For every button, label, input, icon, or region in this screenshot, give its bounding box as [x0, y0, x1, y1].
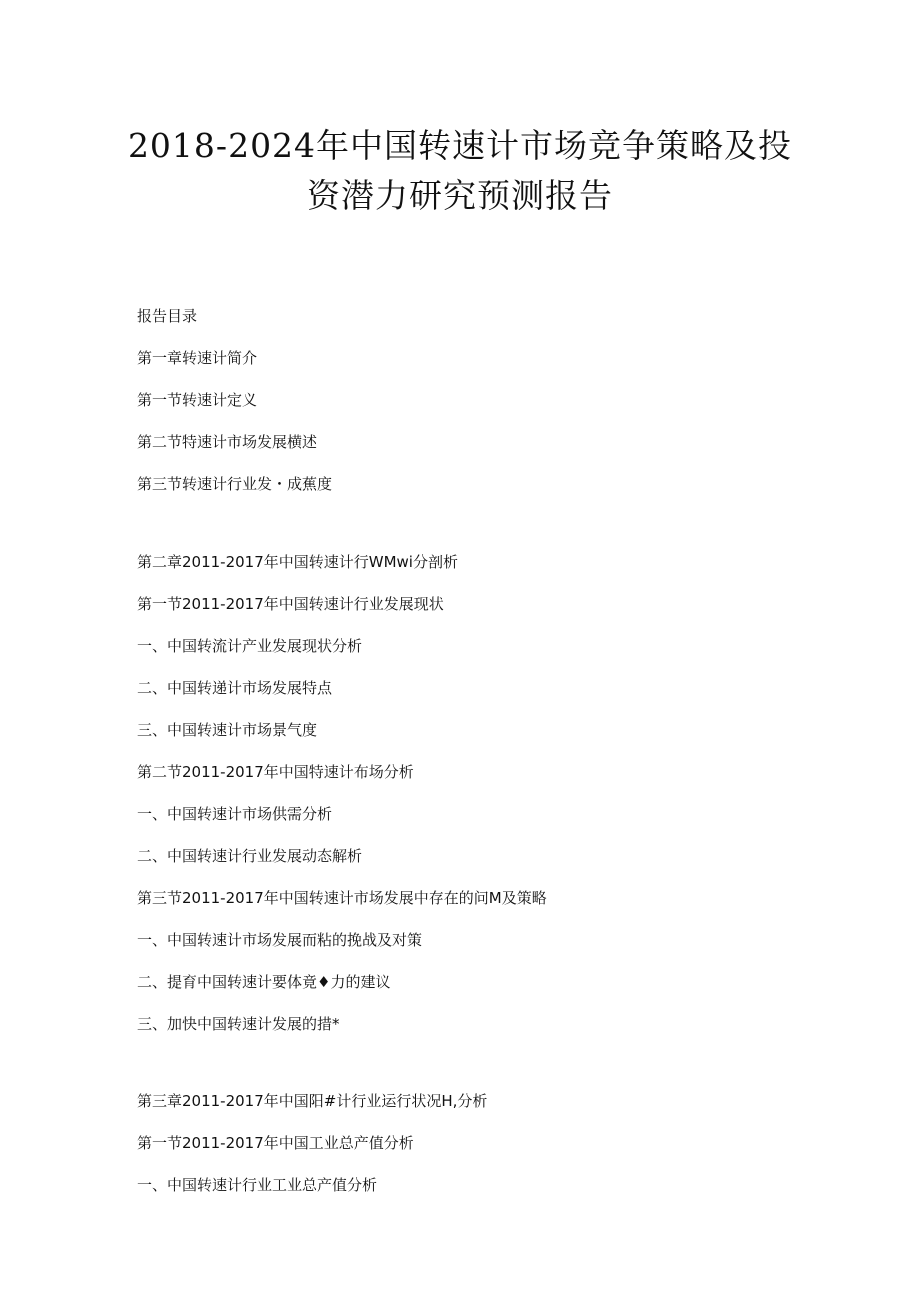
toc-entry: 三、加快中国转速计发展的措*: [137, 1015, 340, 1033]
toc-entry: 二、中国转速计行业发展动态解析: [137, 847, 363, 865]
toc-chapter-2: 第二章2011-2017年中国转速计行WMwi分剖析: [137, 553, 458, 571]
toc-entry: 二、中国转递计市场发展特点: [137, 679, 333, 697]
toc-entry: 第三节2011-2017年中国转速计市场发展中存在的问M及策略: [137, 889, 547, 907]
toc-entry: 二、提育中国转速计要体竟♦力的建议: [137, 973, 391, 991]
toc-entry: 一、中国转流计产业发展现状分析: [137, 637, 363, 655]
toc-chapter-1: 第一章转速计简介: [137, 349, 258, 367]
toc-entry: 一、中国转速计市场发展而粘的挽战及对策: [137, 931, 423, 949]
toc-entry: 第二节特速计市场发展横述: [137, 433, 318, 451]
toc-entry: 第一节2011-2017年中国工业总产值分析: [137, 1134, 414, 1152]
toc-entry: 第一节2011-2017年中国转速计行业发展现状: [137, 595, 444, 613]
toc-entry: 一、中国转速计市场供需分析: [137, 805, 333, 823]
report-title-line-2: 资潜力研究预测报告: [307, 176, 613, 215]
toc-entry: 第一节转速计定义: [137, 391, 258, 409]
toc-entry: 一、中国转速计行业工业总产值分析: [137, 1176, 378, 1194]
toc-entry: 第三节转速计行业发・成蕉度: [137, 475, 333, 493]
toc-heading: 报告目录: [137, 307, 198, 325]
toc-entry: 第二节2011-2017年中国特速计布场分析: [137, 763, 414, 781]
toc-chapter-3: 第三章2011-2017年中国阳#计行业运行状况H,分析: [137, 1092, 488, 1110]
report-title-line-1: 2018-2024年中国转速计市场竞争策略及投: [127, 126, 793, 165]
toc-entry: 三、中国转速计市场景气度: [137, 721, 318, 739]
